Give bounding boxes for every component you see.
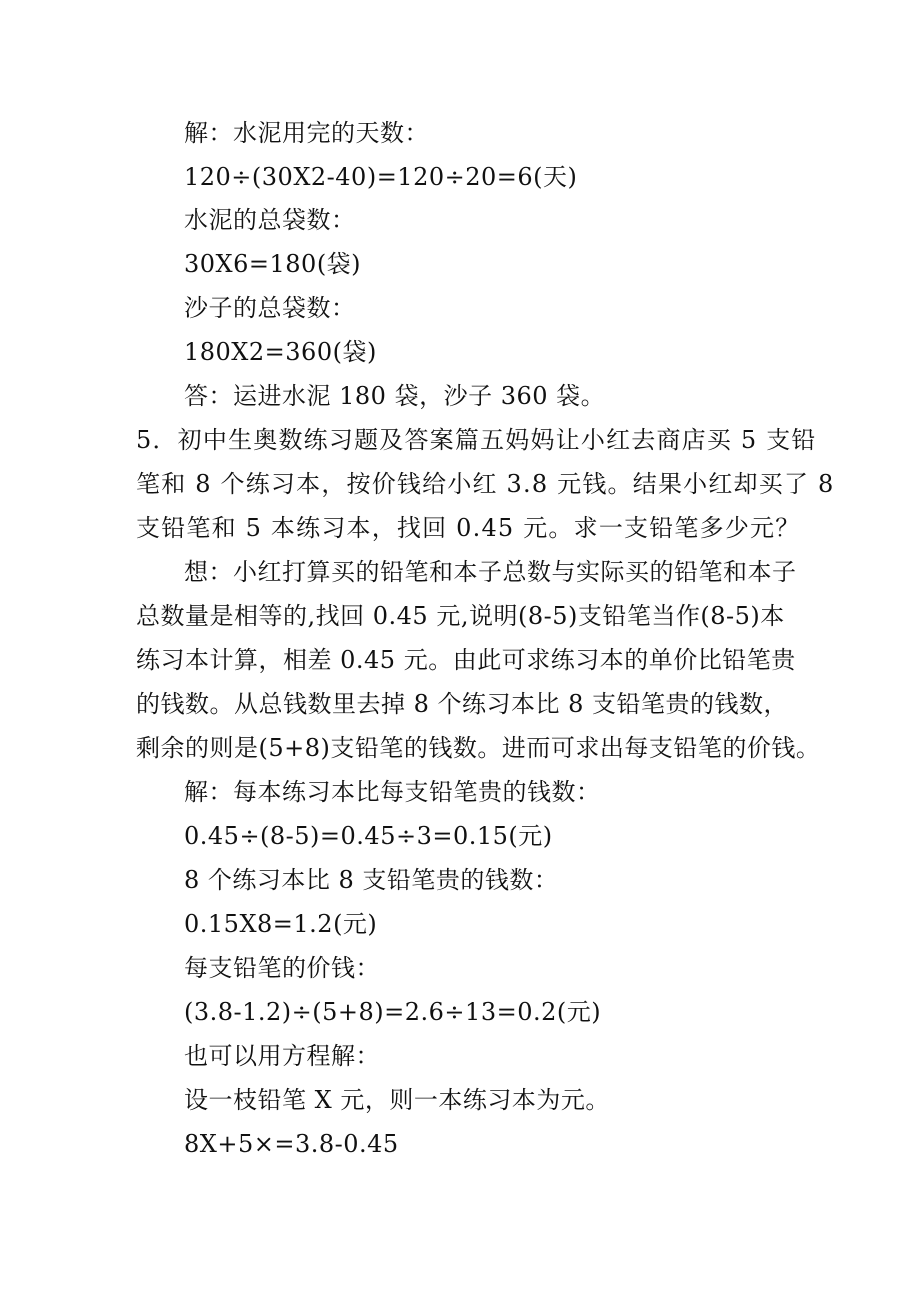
equation-setup: 设一枝铅笔 X 元，则一本练习本为元。	[184, 1086, 610, 1114]
thinking-line-3: 练习本计算，相差 0.45 元。由此可求练习本的单价比铅笔贵	[136, 646, 796, 674]
equation-pencil-price: (3.8-1.2)÷(5+8)=2.6÷13=0.2(元)	[184, 998, 602, 1026]
problem-5-line-1: 5．初中生奥数练习题及答案篇五妈妈让小红去商店买 5 支铅	[136, 426, 817, 454]
label-sand-bags: 沙子的总袋数：	[184, 294, 356, 322]
label-equation-method: 也可以用方程解：	[184, 1042, 380, 1070]
thinking-line-5: 剩余的则是(5+8)支铅笔的钱数。进而可求出每支铅笔的价钱。	[136, 734, 821, 762]
equation-days: 120÷(30X2-40)=120÷20=6(天)	[184, 163, 578, 191]
label-cement-bags: 水泥的总袋数：	[184, 206, 356, 234]
equation-final: 8X+5×=3.8-0.45	[184, 1130, 399, 1158]
equation-eight-books: 0.15X8=1.2(元)	[184, 910, 378, 938]
solution-label-days: 解：水泥用完的天数：	[184, 119, 429, 147]
equation-cement-bags: 30X6=180(袋)	[184, 250, 362, 278]
label-pencil-price: 每支铅笔的价钱：	[184, 954, 380, 982]
thinking-line-4: 的钱数。从总钱数里去掉 8 个练习本比 8 支铅笔贵的钱数，	[136, 690, 789, 718]
thinking-line-2: 总数量是相等的,找回 0.45 元,说明(8-5)支铅笔当作(8-5)本	[136, 602, 785, 630]
equation-price-diff: 0.45÷(8-5)=0.45÷3=0.15(元)	[184, 822, 553, 850]
solution-label-price-diff: 解：每本练习本比每支铅笔贵的钱数：	[184, 778, 601, 806]
problem-5-line-3: 支铅笔和 5 本练习本，找回 0.45 元。求一支铅笔多少元？	[136, 514, 801, 542]
equation-sand-bags: 180X2=360(袋)	[184, 338, 377, 366]
label-eight-books: 8 个练习本比 8 支铅笔贵的钱数：	[184, 866, 559, 894]
thinking-line-1: 想：小红打算买的铅笔和本子总数与实际买的铅笔和本子	[184, 558, 797, 586]
answer-line: 答：运进水泥 180 袋，沙子 360 袋。	[184, 382, 606, 410]
problem-5-line-2: 笔和 8 个练习本，按价钱给小红 3.8 元钱。结果小红却买了 8	[136, 470, 835, 498]
